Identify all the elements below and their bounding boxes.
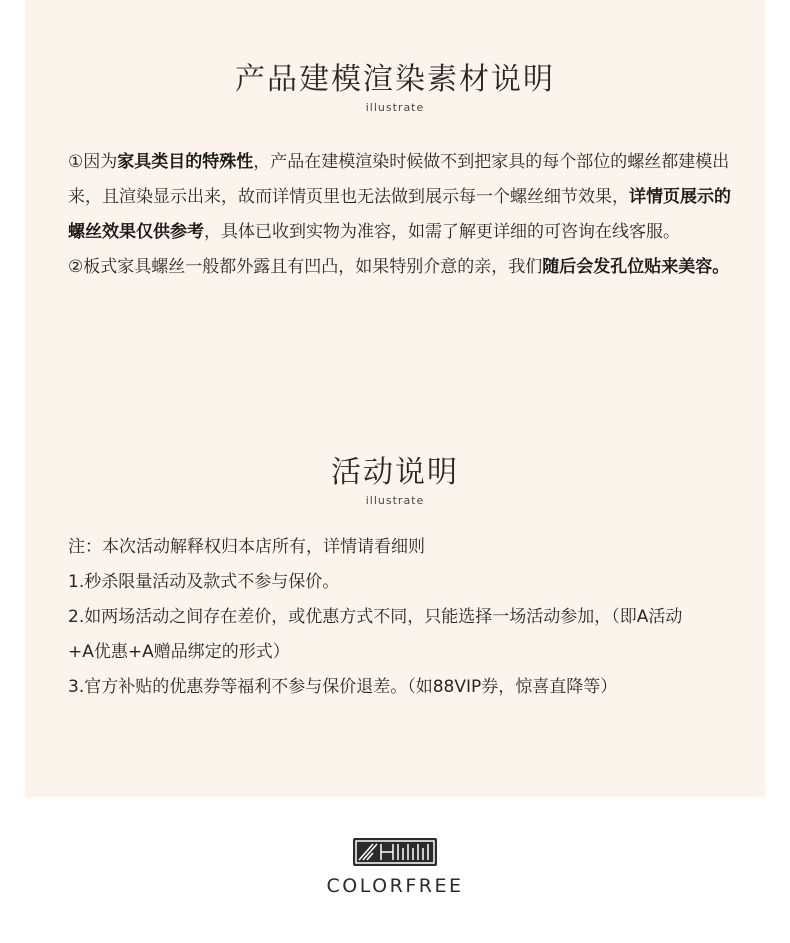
section-subtitle-modeling: illustrate <box>365 101 425 114</box>
brand-logo-icon <box>353 838 437 866</box>
activity-line: 1.秒杀限量活动及款式不参与保价。 <box>68 572 340 592</box>
p1-text-a: ①因为 <box>68 152 118 172</box>
modeling-description <box>68 145 733 285</box>
activity-rules <box>68 530 708 705</box>
p1-text-c: ，具体已收到实物为准容，如需了解更详细的可咨询在线客服。 <box>204 222 680 242</box>
brand-name: COLORFREE <box>326 875 464 897</box>
modeling-paragraph-1 <box>68 145 733 250</box>
section-title-activity: 活动说明 <box>331 455 459 490</box>
content-panel <box>25 0 765 797</box>
p1-bold-b: 详情页展示的螺丝效果仅供参考 <box>68 187 731 242</box>
brand-logo <box>0 838 790 897</box>
activity-line: 2.如两场活动之间存在差价，或优惠方式不同，只能选择一场活动参加，（即A活动+A优惠+A赠品绑定的形式） <box>68 607 683 662</box>
activity-line: 3.官方补贴的优惠券等福利不参与保价退差。（如88VIP券，惊喜直降等） <box>68 677 618 697</box>
section-title-modeling: 产品建模渲染素材说明 <box>235 62 555 97</box>
activity-line: 注：本次活动解释权归本店所有，详情请看细则 <box>68 537 425 557</box>
section-subtitle-activity: illustrate <box>365 494 425 507</box>
p1-bold-a: 家具类目的特殊性 <box>117 152 254 172</box>
p2-text-a: ②板式家具螺丝一般都外露且有凹凸，如果特别介意的亲，我们 <box>68 257 543 277</box>
modeling-paragraph-2 <box>68 250 733 285</box>
p1-text-b: ，产品在建模渲染时候做不到把家具的每个部位的螺丝都建模出来，且渲染显示出来，故而详情页里也无法做到展示每一个螺丝细节效果， <box>68 152 730 207</box>
p2-bold-a: 随后会发孔位贴来美容。 <box>542 257 730 277</box>
